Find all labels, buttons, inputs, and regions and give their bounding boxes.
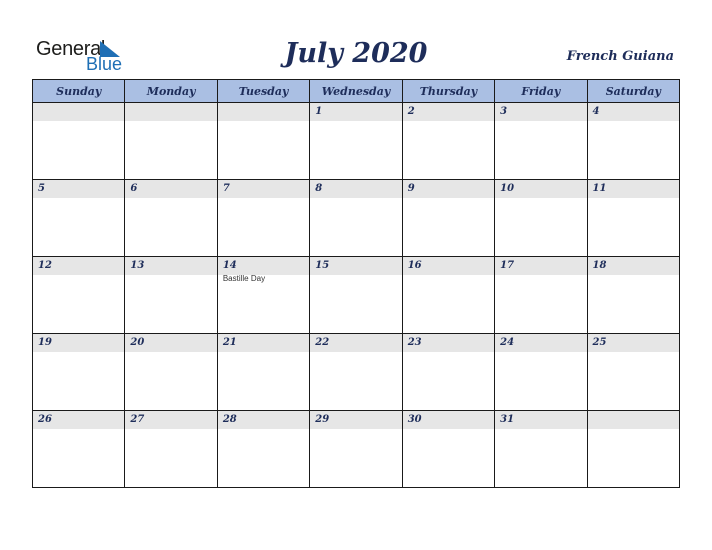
day-bar <box>33 103 124 121</box>
day-bar <box>125 411 216 429</box>
day-bar <box>310 257 401 275</box>
week-row <box>33 411 680 488</box>
day-bar <box>588 180 679 198</box>
day-bar <box>33 411 124 429</box>
week-row <box>33 103 680 180</box>
weekday-header-row <box>33 80 680 103</box>
day-cell <box>310 411 402 488</box>
logo-general-text: General <box>36 38 106 60</box>
day-number: 11 <box>592 183 607 194</box>
day-bar <box>588 334 679 352</box>
day-number: 14 <box>222 260 237 271</box>
week-row <box>33 257 680 334</box>
day-number: 23 <box>407 337 422 348</box>
day-number: 9 <box>407 183 415 194</box>
day-bar <box>33 180 124 198</box>
day-bar <box>403 334 494 352</box>
day-cell <box>217 411 309 488</box>
day-bar <box>495 411 586 429</box>
day-cell <box>125 334 217 411</box>
day-bar <box>125 334 216 352</box>
day-cell <box>587 103 679 180</box>
day-bar <box>495 334 586 352</box>
calendar-title: July 2020 <box>284 38 428 69</box>
day-number: 17 <box>500 260 515 271</box>
day-number: 4 <box>592 106 600 117</box>
day-bar <box>125 257 216 275</box>
holiday-label: Bastille Day <box>222 274 266 283</box>
calendar-grid <box>32 79 680 488</box>
day-cell <box>217 257 309 334</box>
day-cell <box>587 334 679 411</box>
day-number: 16 <box>407 260 422 271</box>
day-cell <box>310 334 402 411</box>
day-bar <box>495 180 586 198</box>
day-bar <box>33 257 124 275</box>
day-cell <box>125 180 217 257</box>
weekday-header: Saturday <box>587 80 679 103</box>
day-number: 27 <box>130 414 145 425</box>
day-number: 28 <box>222 414 237 425</box>
day-number <box>33 103 124 121</box>
day-number <box>588 411 679 429</box>
day-bar <box>403 103 494 121</box>
day-bar <box>33 334 124 352</box>
day-bar <box>218 103 309 121</box>
day-cell <box>587 257 679 334</box>
day-number: 6 <box>130 183 138 194</box>
day-bar <box>310 103 401 121</box>
week-row <box>33 334 680 411</box>
day-number: 3 <box>500 106 508 117</box>
day-cell <box>495 257 587 334</box>
day-cell <box>495 103 587 180</box>
day-cell <box>33 103 125 180</box>
day-cell <box>402 103 494 180</box>
day-number: 18 <box>592 260 607 271</box>
week-row <box>33 180 680 257</box>
day-cell <box>495 411 587 488</box>
day-cell <box>402 257 494 334</box>
weekday-header: Friday <box>495 80 587 103</box>
day-bar <box>218 334 309 352</box>
weekday-header: Tuesday <box>217 80 309 103</box>
day-number: 21 <box>222 337 237 348</box>
logo-blue-text: Blue <box>86 54 123 74</box>
day-number: 19 <box>38 337 52 348</box>
day-bar <box>403 411 494 429</box>
day-number <box>218 103 309 121</box>
day-number: 1 <box>315 106 323 117</box>
day-cell <box>310 180 402 257</box>
day-number: 5 <box>38 183 45 194</box>
day-number: 8 <box>315 183 323 194</box>
day-cell <box>33 411 125 488</box>
day-number: 12 <box>38 260 52 271</box>
day-cell <box>217 180 309 257</box>
day-bar <box>588 103 679 121</box>
day-bar <box>310 411 401 429</box>
day-cell <box>402 334 494 411</box>
day-bar <box>310 180 401 198</box>
day-bar <box>495 257 586 275</box>
day-bar <box>588 257 679 275</box>
day-bar <box>125 103 216 121</box>
day-bar <box>495 103 586 121</box>
day-cell <box>495 180 587 257</box>
day-number <box>125 103 216 121</box>
day-number: 31 <box>500 414 515 425</box>
day-cell <box>33 180 125 257</box>
day-cell <box>33 334 125 411</box>
day-cell <box>125 103 217 180</box>
weekday-header: Thursday <box>402 80 494 103</box>
day-number: 24 <box>500 337 515 348</box>
day-number: 15 <box>315 260 330 271</box>
day-bar <box>403 180 494 198</box>
day-bar <box>588 411 679 429</box>
day-number: 29 <box>315 414 330 425</box>
day-bar <box>218 411 309 429</box>
day-cell <box>217 334 309 411</box>
day-cell <box>495 334 587 411</box>
day-number: 30 <box>407 414 422 425</box>
day-bar <box>218 180 309 198</box>
day-cell <box>587 411 679 488</box>
day-cell <box>125 411 217 488</box>
day-number: 22 <box>315 337 330 348</box>
day-number: 26 <box>38 414 52 425</box>
day-number: 20 <box>130 337 145 348</box>
day-cell <box>310 257 402 334</box>
day-cell <box>587 180 679 257</box>
day-cell <box>33 257 125 334</box>
day-number: 7 <box>222 183 230 194</box>
day-number: 10 <box>500 183 515 194</box>
day-cell <box>402 180 494 257</box>
day-bar <box>310 334 401 352</box>
day-cell <box>402 411 494 488</box>
day-bar <box>125 180 216 198</box>
region-label: French Guiana <box>566 49 674 64</box>
day-cell <box>125 257 217 334</box>
day-number: 25 <box>592 337 607 348</box>
day-number: 13 <box>130 260 145 271</box>
weekday-header: Monday <box>125 80 217 103</box>
day-bar <box>218 257 309 275</box>
day-bar <box>403 257 494 275</box>
day-cell <box>310 103 402 180</box>
weekday-header: Sunday <box>33 80 125 103</box>
day-cell <box>217 103 309 180</box>
weekday-header: Wednesday <box>310 80 402 103</box>
day-number: 2 <box>407 106 415 117</box>
